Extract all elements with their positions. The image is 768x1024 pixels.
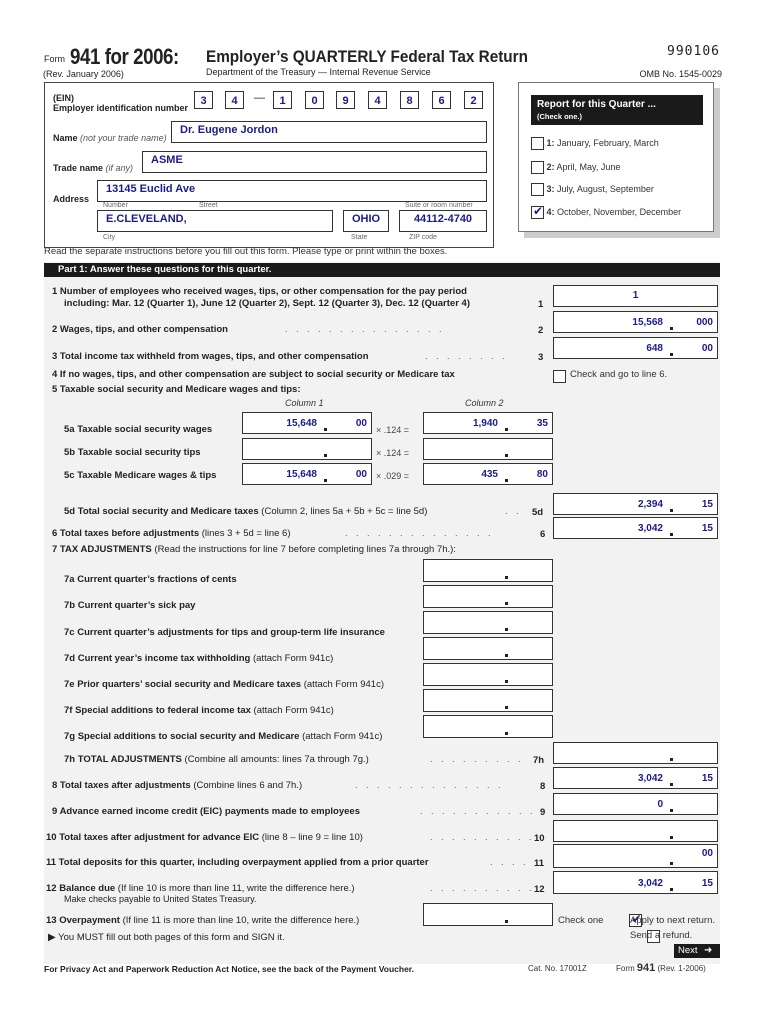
- form-prefix: Form: [44, 54, 65, 64]
- number-sublabel: Number: [103, 202, 128, 209]
- quarter-2-checkbox[interactable]: [531, 161, 544, 174]
- ein-digit-7[interactable]: 8: [400, 91, 419, 109]
- line8-label: 8 Total taxes after adjustments (Combine lines 6 and 7h.): [52, 780, 303, 791]
- department-label: Department of the Treasury — Internal Revenue Service: [206, 67, 431, 77]
- line7a-label: 7a Current quarter’s fractions of cents: [64, 574, 237, 585]
- part1-header: Part 1: Answer these questions for this quarter.: [44, 263, 720, 277]
- line2-number: 2: [538, 325, 544, 336]
- ein-digit-3[interactable]: 1: [273, 91, 292, 109]
- arrow-right-icon: ▶: [48, 932, 56, 943]
- line7-label: 7 TAX ADJUSTMENTS (Read the instructions for line 7 before completing lines 7a through 7h.):: [52, 544, 456, 555]
- quarter-option-2[interactable]: 2: April, May, June: [531, 161, 620, 174]
- privacy-notice: For Privacy Act and Paperwork Reduction Act Notice, see the back of the Payment Voucher.: [44, 964, 415, 974]
- line5d-label: 5d Total social security and Medicare taxes (Column 2, lines 5a + 5b + 5c = line 5d): [64, 506, 428, 517]
- line9-eic-field[interactable]: 0: [553, 793, 718, 815]
- line6-label: 6 Total taxes before adjustments (lines 3 + 5d = line 6): [52, 528, 291, 539]
- leader-dots: . . . .: [490, 857, 529, 867]
- leader-dots: . . . . . . . . . . . . . . .: [285, 324, 445, 334]
- line5b-col1-field[interactable]: [242, 438, 372, 460]
- line7b-field[interactable]: [423, 585, 553, 608]
- line7e-label: 7e Prior quarters’ social security and Medicare taxes (attach Form 941c): [64, 679, 384, 690]
- line1-label-1: 1 Number of employees who received wages, tips, or other compensation for the pay period: [52, 286, 467, 297]
- line10-label: 10 Total taxes after adjustment for advance EIC (line 8 – line 9 = line 10): [46, 832, 363, 843]
- line3-label: 3 Total income tax withheld from wages, tips, and other compensation: [52, 351, 369, 362]
- line6-total-field[interactable]: 3,042 15: [553, 517, 718, 539]
- ein-digit-9[interactable]: 2: [464, 91, 483, 109]
- city-sublabel: City: [103, 234, 116, 241]
- zip-sublabel: ZIP code: [409, 234, 437, 241]
- quarter-selection-box: [518, 82, 714, 232]
- check-one-label: Check one: [558, 915, 604, 926]
- line5a-col2-field[interactable]: 1,940 35: [423, 412, 553, 434]
- line1-label-2: including: Mar. 12 (Quarter 1), June 12 (Quarter 2), Sept. 12 (Quarter 3), Dec. 12 (Quarter 4): [64, 298, 470, 309]
- form-revision: (Rev. January 2006): [43, 69, 124, 79]
- name-field[interactable]: Dr. Eugene Jordon: [171, 121, 487, 143]
- form-number: 941 for 2006:: [70, 44, 179, 69]
- next-button[interactable]: Next ➜: [674, 944, 720, 958]
- line5d-number: 5d: [532, 507, 544, 518]
- line1-employees-field[interactable]: 1: [553, 285, 718, 307]
- line12-balance-field[interactable]: 3,042 15: [553, 871, 718, 894]
- quarter-subtitle: (Check one.): [537, 112, 583, 121]
- line7c-field[interactable]: [423, 611, 553, 634]
- line12-label: 12 Balance due (If line 10 is more than line 11, write the difference here.): [46, 883, 355, 894]
- leader-dots: . . . . . . . . . . .: [420, 806, 536, 816]
- line4-checkbox[interactable]: [553, 370, 566, 383]
- street-field[interactable]: 13145 Euclid Ave: [97, 180, 487, 202]
- state-field[interactable]: OHIO: [343, 210, 389, 232]
- quarter-4-checkbox[interactable]: [531, 206, 544, 219]
- line5a-label: 5a Taxable social security wages: [64, 424, 213, 435]
- line5a-multiplier: × .124 =: [376, 425, 410, 435]
- column1-title: Column 1: [285, 398, 324, 408]
- state-sublabel: State: [351, 234, 368, 241]
- trade-name-field[interactable]: ASME: [142, 151, 487, 173]
- line7g-label: 7g Special additions to social security and Medicare (attach Form 941c): [64, 731, 383, 742]
- ein-label: Employer identification number: [53, 103, 189, 113]
- line2-label: 2 Wages, tips, and other compensation: [52, 324, 228, 335]
- zip-field[interactable]: 44112-4740: [399, 210, 487, 232]
- line5c-col1-field[interactable]: 15,648 00: [242, 463, 372, 485]
- ein-dash: —: [254, 92, 265, 104]
- quarter-option-1[interactable]: 1: January, February, March: [531, 137, 659, 150]
- line10-total-field[interactable]: [553, 820, 718, 842]
- leader-dots: . . . . . . . . .: [430, 754, 524, 764]
- line8-number: 8: [540, 781, 546, 792]
- line7b-label: 7b Current quarter’s sick pay: [64, 600, 196, 611]
- line7c-label: 7c Current quarter’s adjustments for tips and group-term life insurance: [64, 627, 385, 638]
- trade-name-label: Trade name (if any): [53, 163, 134, 173]
- quarter-header: [531, 95, 703, 125]
- line9-number: 9: [540, 807, 546, 818]
- line13-label: 13 Overpayment (If line 11 is more than line 10, write the difference here.): [46, 915, 360, 926]
- line5-label: 5 Taxable social security and Medicare wages and tips:: [52, 384, 301, 395]
- quarter-title: Report for this Quarter ...: [537, 99, 656, 110]
- leader-dots: . .: [505, 506, 522, 516]
- line3-number: 3: [538, 352, 544, 363]
- line7f-label: 7f Special additions to federal income tax (attach Form 941c): [64, 705, 334, 716]
- instructions-note: Read the separate instructions before you fill out this form. Please type or print within the boxes.: [44, 246, 448, 257]
- leader-dots: . . . . . . . . . . . . . .: [355, 780, 504, 790]
- ein-digit-2[interactable]: 4: [225, 91, 244, 109]
- column2-title: Column 2: [465, 398, 504, 408]
- name-label: Name (not your trade name): [53, 133, 167, 143]
- line2-wages-field[interactable]: 15,568 000: [553, 311, 718, 333]
- quarter-option-4[interactable]: ✔ 4: October, November, December: [531, 206, 681, 219]
- quarter-3-checkbox[interactable]: [531, 183, 544, 196]
- street-sublabel: Street: [199, 202, 218, 209]
- line10-number: 10: [534, 833, 545, 844]
- form-code: 990106: [667, 44, 720, 59]
- line5b-col2-field[interactable]: [423, 438, 553, 460]
- line7a-field[interactable]: [423, 559, 553, 582]
- line9-label: 9 Advance earned income credit (EIC) payments made to employees: [52, 806, 360, 817]
- line1-number: 1: [538, 299, 544, 310]
- quarter-option-3[interactable]: 3: July, August, September: [531, 183, 654, 196]
- ein-digit-1[interactable]: 3: [194, 91, 213, 109]
- line7h-total-field[interactable]: [553, 742, 718, 764]
- arrow-right-icon: ➜: [704, 945, 713, 956]
- form-footer-id: Form 941 (Rev. 1-2006): [616, 962, 706, 974]
- line7g-field[interactable]: [423, 715, 553, 738]
- line6-number: 6: [540, 529, 546, 540]
- page-title: Employer’s QUARTERLY Federal Tax Return: [206, 47, 528, 66]
- ein-digit-4[interactable]: 0: [305, 91, 324, 109]
- line12-number: 12: [534, 884, 545, 895]
- omb-number: OMB No. 1545-0029: [639, 69, 722, 79]
- line11-number: 11: [534, 858, 545, 869]
- line5c-multiplier: × .029 =: [376, 471, 410, 481]
- employer-identity-section: [44, 82, 494, 248]
- quarter-1-checkbox[interactable]: [531, 137, 544, 150]
- line7d-label: 7d Current year’s income tax withholding (attach Form 941c): [64, 653, 334, 664]
- line7d-field[interactable]: [423, 637, 553, 660]
- line13-overpayment-field[interactable]: [423, 903, 553, 926]
- line5b-label: 5b Taxable social security tips: [64, 447, 201, 458]
- catalog-number: Cat. No. 17001Z: [528, 964, 587, 973]
- line12-note: Make checks payable to United States Treasury.: [64, 894, 257, 904]
- line3-income-tax-field[interactable]: 648 00: [553, 337, 718, 359]
- line5d-total-field[interactable]: 2,394 15: [553, 493, 718, 515]
- leader-dots: . . . . . . . .: [425, 351, 508, 361]
- line5c-label: 5c Taxable Medicare wages & tips: [64, 470, 217, 481]
- ein-digit-6[interactable]: 4: [368, 91, 387, 109]
- line4-check-label: Check and go to line 6.: [570, 369, 668, 380]
- send-refund-label: Send a refund.: [630, 930, 693, 941]
- line5a-col1-field[interactable]: 15,648 00: [242, 412, 372, 434]
- line5b-multiplier: × .124 =: [376, 448, 410, 458]
- address-label: Address: [53, 194, 90, 204]
- leader-dots: . . . . . . . . . .: [430, 883, 535, 893]
- line11-label: 11 Total deposits for this quarter, including overpayment applied from a prior quarter: [46, 857, 429, 868]
- ein-label-short: (EIN): [53, 93, 74, 103]
- line7h-label: 7h TOTAL ADJUSTMENTS (Combine all amounts: lines 7a through 7g.): [64, 754, 369, 765]
- line7f-field[interactable]: [423, 689, 553, 712]
- apply-next-return-label: Apply to next return.: [630, 915, 716, 926]
- city-field[interactable]: E.CLEVELAND,: [97, 210, 333, 232]
- leader-dots: . . . . . . . . . . . . . .: [345, 528, 494, 538]
- line11-deposits-field[interactable]: 00: [553, 844, 718, 868]
- line7e-field[interactable]: [423, 663, 553, 686]
- leader-dots: . . . . . . . . . .: [430, 832, 535, 842]
- suite-sublabel: Suite or room number: [405, 202, 473, 209]
- must-sign-note: ▶ You MUST fill out both pages of this form and SIGN it.: [48, 932, 285, 943]
- line5c-col2-field[interactable]: 435 80: [423, 463, 553, 485]
- ein-digit-5[interactable]: 9: [336, 91, 355, 109]
- line8-total-field[interactable]: 3,042 15: [553, 767, 718, 789]
- ein-digit-8[interactable]: 6: [432, 91, 451, 109]
- line7h-number: 7h: [533, 755, 545, 766]
- line4-label: 4 If no wages, tips, and other compensation are subject to social security or Medicare tax: [52, 369, 455, 380]
